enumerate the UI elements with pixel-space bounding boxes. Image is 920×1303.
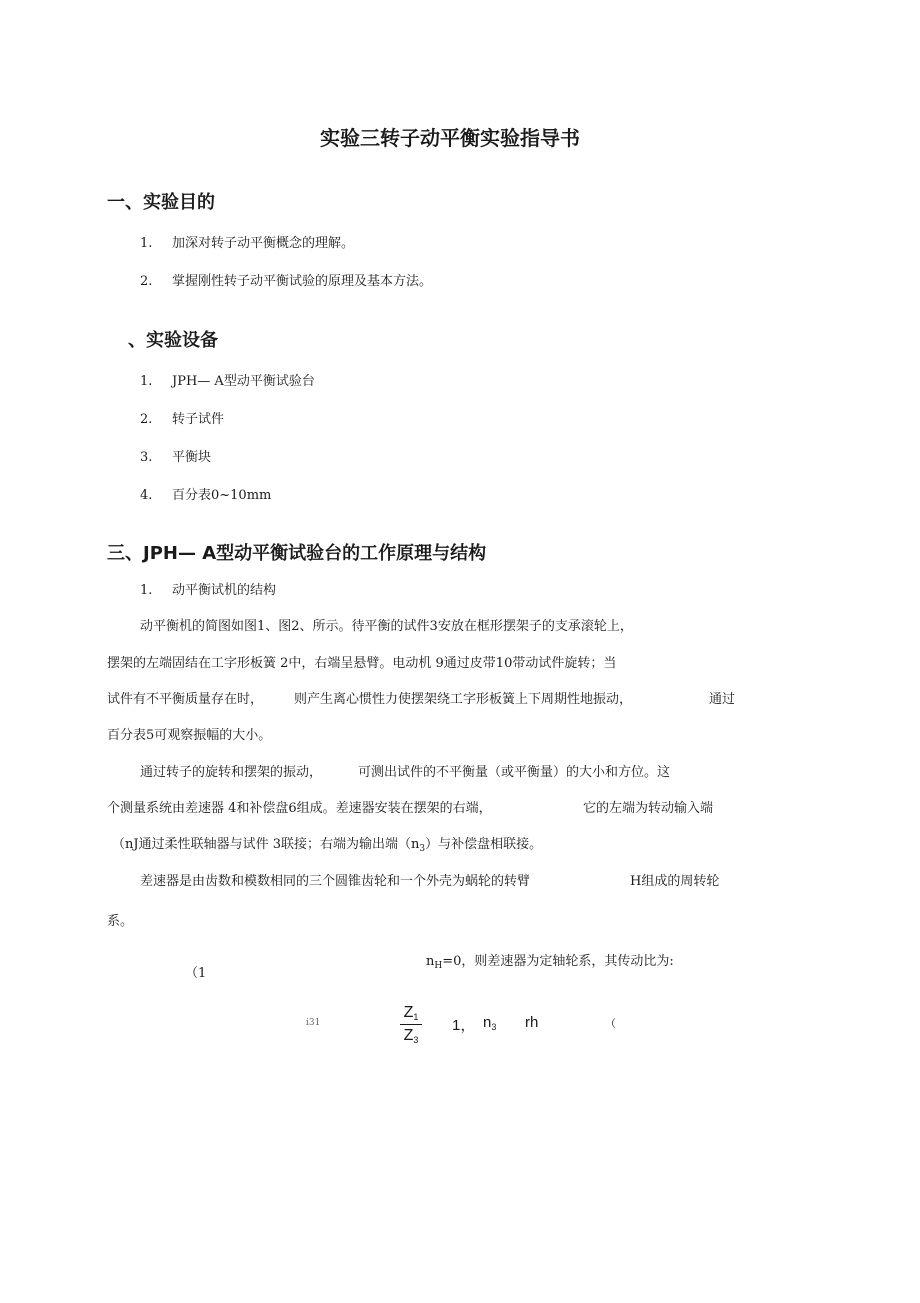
paragraph-text: ）与补偿盘相联接。 [425, 837, 543, 852]
paragraph-line: 摆架的左端固结在工字形板簧 2中，右端呈悬臂。电动机 9通过皮带10带动试件旋转；当 [107, 656, 617, 671]
paragraph-line: 系。 [107, 914, 134, 929]
paragraph-line: 个测量系统由差速器 4和补偿盘6组成。差速器安装在摆架的右端， [107, 801, 492, 816]
formula-one: 1， [452, 1017, 476, 1034]
list-item-number: 4. [140, 488, 153, 503]
formula-i-label: i [306, 1018, 309, 1028]
paragraph-line: 则产生离心惯性力使摆架绕工字形板簧上下周期性地振动， [294, 692, 633, 707]
subscript: H [434, 961, 443, 971]
paragraph-line: 它的左端为转动输入端 [583, 801, 714, 816]
list-item [140, 270, 432, 289]
section-heading-equipment: 、实验设备 [128, 330, 218, 351]
list-item-text: 加深对转子动平衡概念的理解。 [172, 236, 355, 251]
fraction-denominator: $Z_3$ [403, 1027, 419, 1045]
list-item-text: 百分表0~10mm [172, 488, 272, 503]
list-item [140, 446, 211, 465]
list-item [140, 370, 315, 389]
list-item-text: 转子试件 [172, 412, 225, 427]
paragraph-line: 差速器是由齿数和模数相同的三个圆锥齿轮和一个外壳为蜗轮的转臂 [140, 874, 531, 889]
sub-heading-number: 1. [140, 583, 153, 598]
paragraph-text: （nJ通过柔性联轴器与试件 3联接；右端为输出端（n [112, 837, 420, 852]
paragraph-line: 动平衡机的简图如图1、图2、所示。待平衡的试件3安放在框形摆架子的支承滚轮上， [140, 619, 633, 634]
list-item [140, 484, 271, 503]
formula-condition [426, 950, 674, 971]
formula-rh: rh [525, 1014, 539, 1031]
formula-var-n: n [426, 954, 435, 969]
sub-heading [140, 579, 276, 598]
list-item-text: 掌握刚性转子动平衡试验的原理及基本方法。 [172, 274, 433, 289]
fraction-numerator: $Z_1$ [403, 1004, 419, 1022]
paragraph-line: H组成的周转轮 [630, 874, 720, 889]
paragraph-line: 通过 [709, 692, 736, 707]
formula-fraction [396, 1004, 426, 1045]
list-item-number: 2. [140, 412, 153, 427]
formula-condition-text: =0，则差速器为定轴轮系，其传动比为: [442, 954, 674, 969]
paragraph-line: 通过转子的旋转和摆架的振动， [140, 765, 323, 780]
list-item-number: 3. [140, 450, 153, 465]
paragraph-line: 百分表5可观察振幅的大小。 [107, 728, 272, 743]
list-item-number: 1. [140, 374, 153, 389]
paragraph-line: 试件有不平衡质量存在时， [107, 692, 264, 707]
subscript: 3 [419, 844, 426, 854]
list-item [140, 232, 354, 251]
list-item-text: 平衡块 [172, 450, 212, 465]
formula-n3: $n_3$ [483, 1014, 497, 1032]
list-item [140, 408, 224, 427]
subscript: 31 [308, 1018, 321, 1028]
list-item-number: 2. [140, 274, 153, 289]
formula-paren-right: （ [605, 1017, 616, 1030]
formula-i31 [306, 1018, 320, 1028]
list-item-number: 1. [140, 236, 153, 251]
paragraph-line: 可测出试件的不平衡量（或平衡量）的大小和方位。这 [358, 765, 671, 780]
section-heading-purpose: 一、实验目的 [107, 192, 215, 213]
sub-heading-text: 动平衡试机的结构 [172, 583, 277, 598]
formula-label: （1 [185, 966, 207, 981]
list-item-text: JPH— A型动平衡试验台 [172, 374, 315, 389]
fraction-bar [400, 1024, 422, 1025]
paragraph-line [112, 833, 542, 854]
page-title: 实验三转子动平衡实验指导书 [320, 126, 580, 150]
section-heading-principle: 三、JPH— A型动平衡试验台的工作原理与结构 [107, 543, 487, 564]
